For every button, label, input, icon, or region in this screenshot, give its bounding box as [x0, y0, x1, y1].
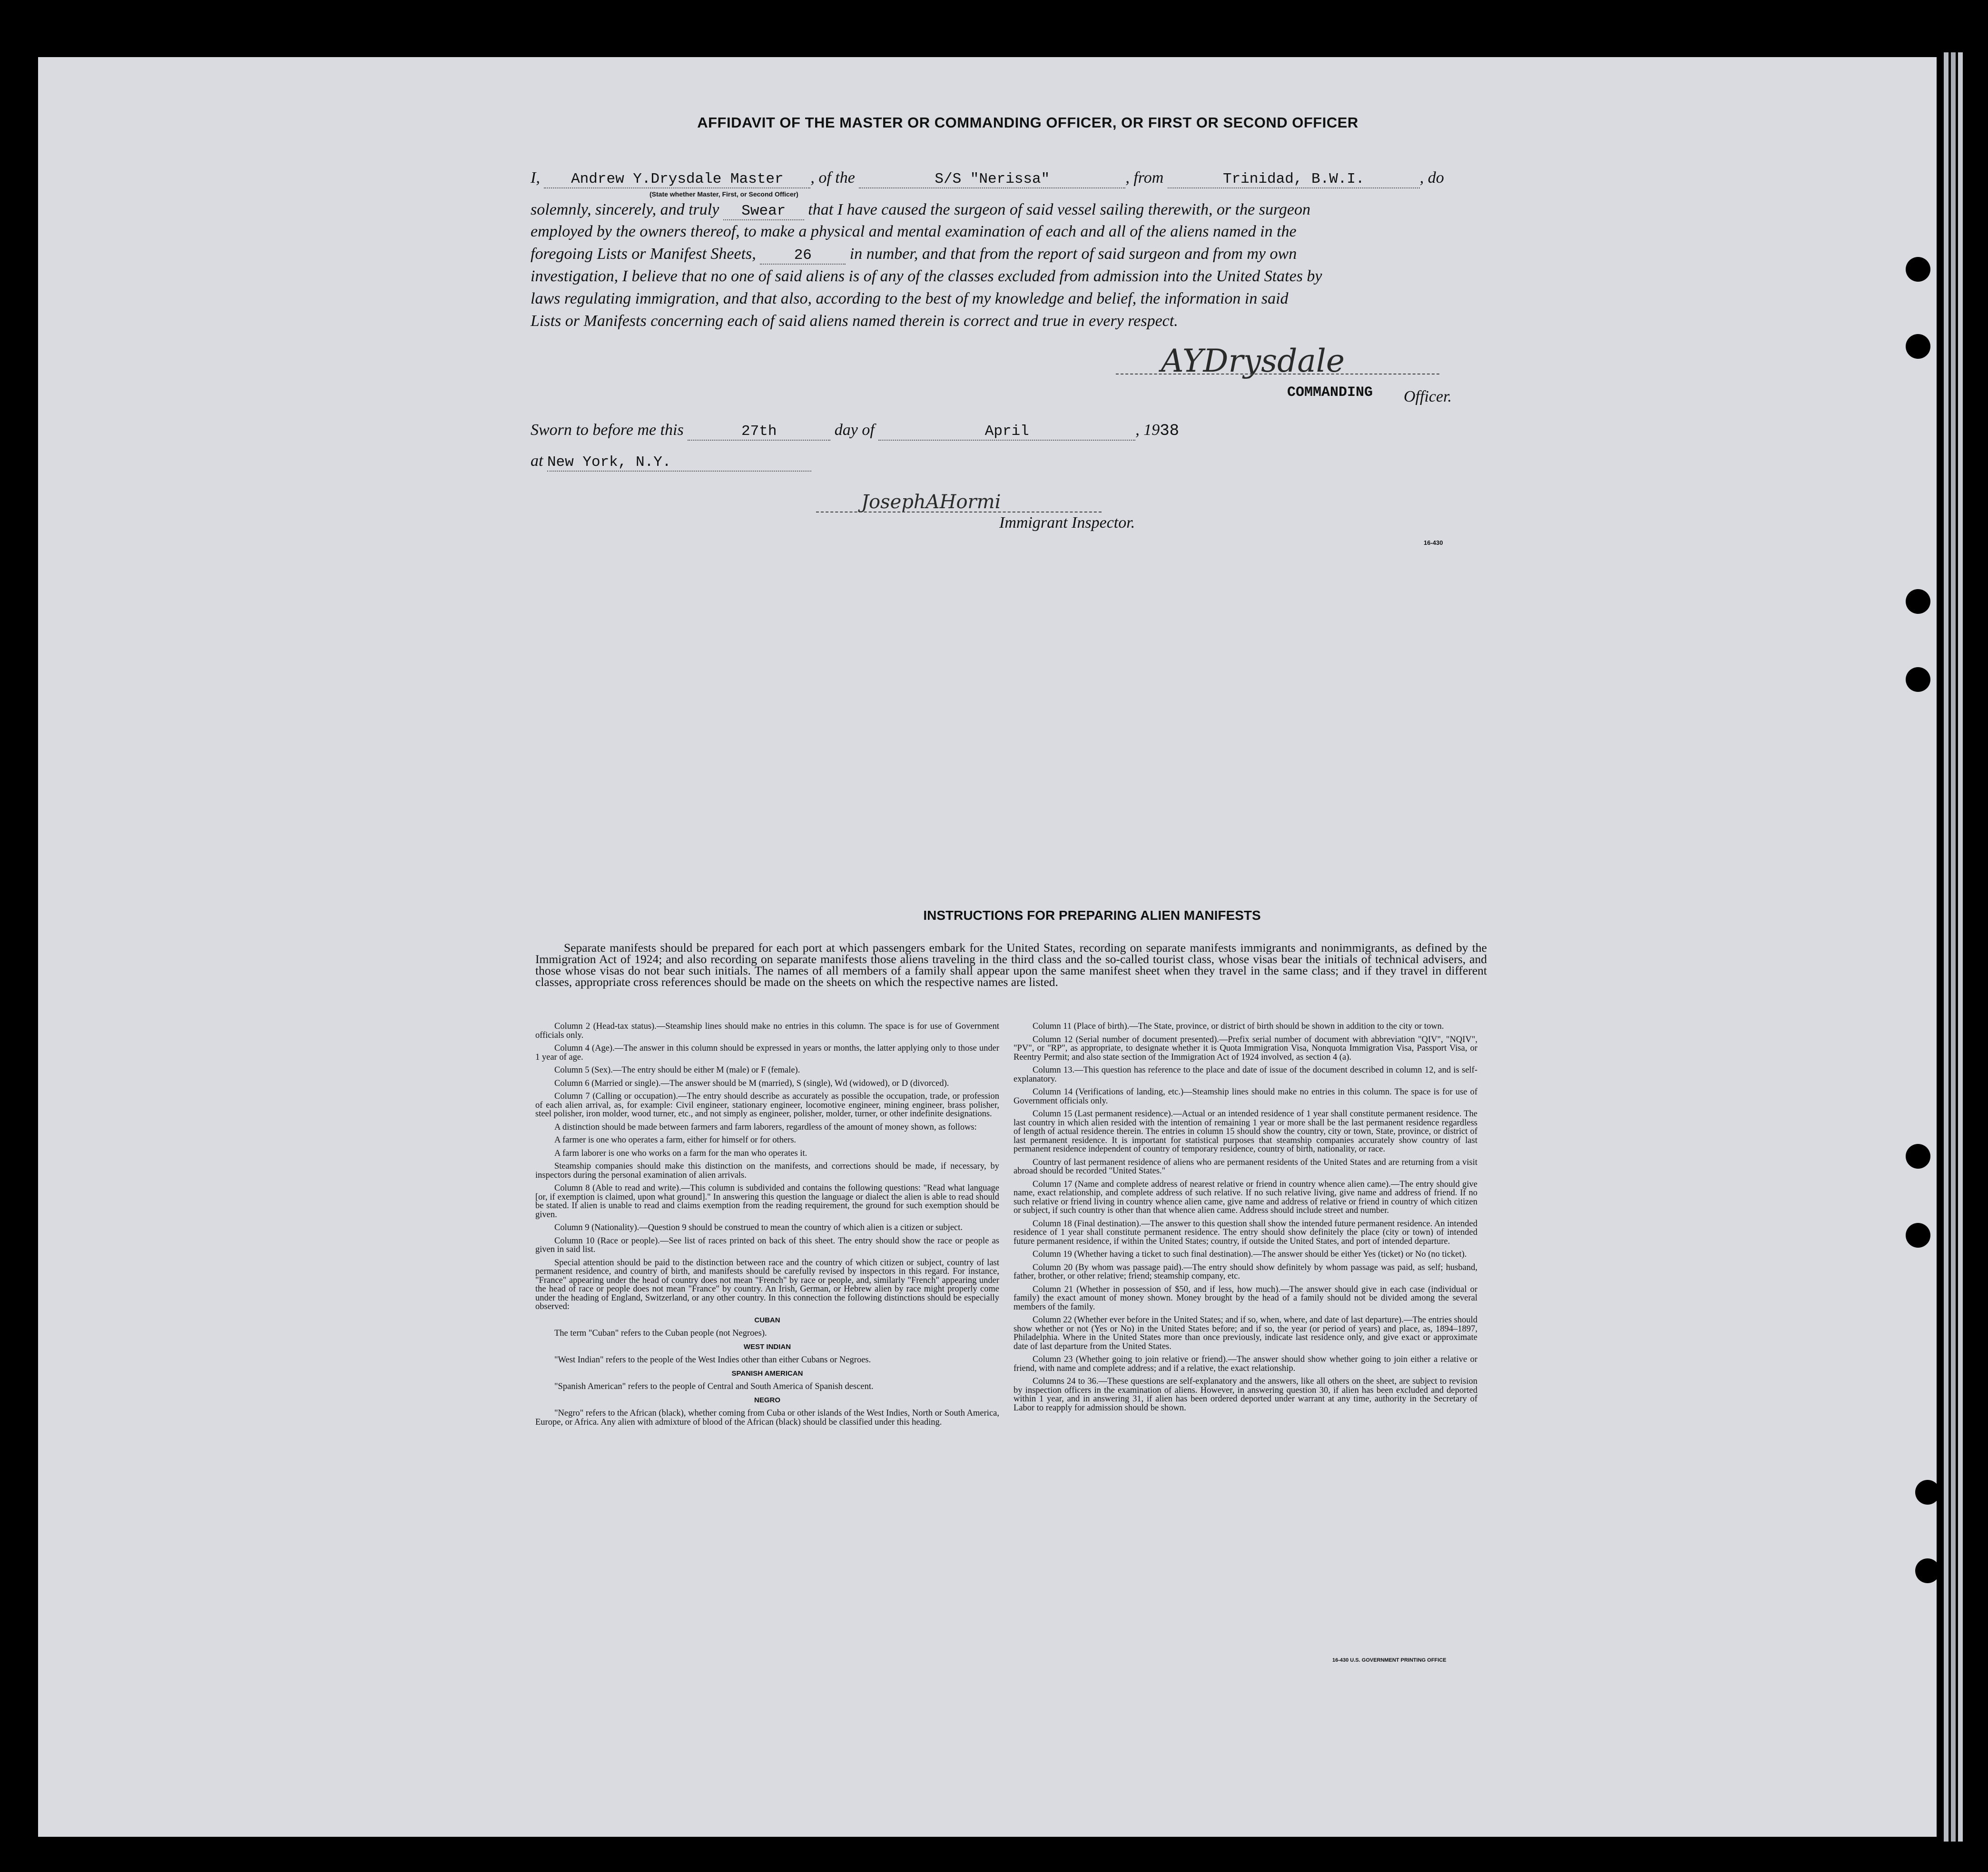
punch-hole [1906, 667, 1930, 692]
inspector-label: Immigrant Inspector. [999, 514, 1135, 532]
instructions-left-column [535, 1022, 999, 1431]
commanding-rank: COMMANDING [1287, 384, 1373, 401]
affidavit-title: AFFIDAVIT OF THE MASTER OR COMMANDING OFFICER, OR FIRST OR SECOND OFFICER [697, 114, 1358, 131]
affidavit-text: , do [1419, 169, 1444, 187]
sworn-year: 38 [1160, 422, 1180, 440]
affidavit-text: in number, and that from the report of said surgeon and from my own [849, 245, 1297, 263]
instruction-paragraph: Column 10 (Race or people).—See list of races printed on back of this sheet. The entry should show the race or people as given in said list. [535, 1236, 999, 1254]
affidavit-text: , of the [810, 169, 855, 187]
punch-hole [1906, 257, 1930, 282]
instruction-paragraph: Column 14 (Verifications of landing, etc.)—Steamship lines should make no entries in this column. The space is for use of Government officials only. [1014, 1087, 1477, 1106]
instruction-paragraph: Column 7 (Calling or occupation).—The entry should describe as accurately as possible the occupation, trade, or profession of each alien arrival, as, for example: Civil engineer, stationary engineer, locomotive engineer, mining engineer, brass polisher, steel polisher, iron molder, wood turner, etc., and not simply as engineer, polisher, molder, turner, or other indefinite designations. [535, 1092, 999, 1119]
printing-office-footer: 16-430 U.S. GOVERNMENT PRINTING OFFICE [1332, 1657, 1447, 1663]
instruction-paragraph: Column 8 (Able to read and write).—This column is subdivided and contains the following questions: "Read what language [or, if exemption is claimed, upon what ground]." In answering this question the language or dialect the alien is able to read should be stated. If alien is unable to read and claims exemption from the reading requirement, the ground for such exemption should be given. [535, 1183, 999, 1220]
punch-hole [1906, 1144, 1930, 1169]
instruction-paragraph: A farmer is one who operates a farm, either for himself or for others. [554, 1135, 797, 1145]
affidavit-line-6: laws regulating immigration, and that also, according to the best of my knowledge and belief, the information in said [531, 290, 1289, 307]
instructions-intro: Separate manifests should be prepared for each port at which passengers embark for the United States, recording on separate manifests immigrants and nonimmigrants, as defined by the Immigration Act of 1924; and also recording on separate manifests those aliens traveling in the third class and the so-called tourist class, whose visas bear the initials of technical advisers, and those whose visas do not bear such initials. The names of all members of a family shall appear upon the same manifest sheet when they travel in the same class; and if they travel in different classes, appropriate cross references should be made on the sheets on which the respective names are listed. [535, 941, 1487, 989]
affidavit-line-1 [531, 169, 1444, 188]
instruction-paragraph: A farm laborer is one who works on a farm for the man who operates it. [554, 1148, 807, 1158]
instructions-right-column [1014, 1022, 1477, 1417]
affidavit-text: at [531, 452, 543, 470]
affidavit-text: Sworn to before me this [531, 421, 684, 439]
instruction-paragraph: Column 19 (Whether having a ticket to such final destination).—The answer should be either Yes (ticket) or No (no ticket). [1033, 1250, 1467, 1259]
punch-hole [1906, 1223, 1930, 1248]
affidavit-text: day of [834, 421, 875, 439]
instruction-paragraph: Column 15 (Last permanent residence).—Actual or an intended residence of 1 year shall constitute permanent residence. The last country in which alien resided with the intention of remaining 1 year or more shall be the last permanent residence regardless of length of actual residence therein. The entries in column 15 should show the country, city or town, State, province, or district of last permanent residence. It is important for statistical purposes that steamship companies accurately show country of last permanent residence independent of country of temporary residence, country of birth, nationality, or race. [1014, 1109, 1477, 1154]
instruction-paragraph: Steamship companies should make this distinction on the manifests, and corrections should be made, if necessary, by inspectors during the personal examination of alien arrivals. [535, 1162, 999, 1180]
sworn-day: 27th [688, 423, 830, 441]
instruction-paragraph: A distinction should be made between farmers and farm laborers, regardless of the amount of money shown, as follows: [554, 1122, 977, 1132]
instruction-paragraph: Column 5 (Sex).—The entry should be either M (male) or F (female). [554, 1065, 800, 1075]
instruction-paragraph: Column 20 (By whom was passage paid).—The entry should show definitely by whom passage was paid, as self; husband, father, brother, or other relative; friend; steamship company, etc. [1014, 1262, 1477, 1281]
instruction-paragraph: Columns 24 to 36.—These questions are self-explanatory and the answers, like all others on the sheet, are subject to revision by inspection officers in the examination of aliens. However, in answering question 30, if alien has been excluded and deported within 1 year, and in answering 31, if alien has been ordered deported under warrant at any time, authority in the Secretary of Labor to reapply for admission should be shown. [1014, 1377, 1477, 1413]
sworn-month: April [878, 423, 1135, 441]
instruction-paragraph: Column 11 (Place of birth).—The State, province, or district of birth should be shown in addition to the city or town. [1033, 1022, 1444, 1031]
departure-port: Trinidad, B.W.I. [1168, 171, 1420, 188]
sworn-line [531, 421, 1179, 441]
punch-hole [1906, 334, 1930, 359]
inspector-signature: JosephAHormi [861, 491, 1001, 513]
instruction-paragraph: Column 6 (Married or single).—The answer should be M (married), S (single), Wd (widowed), or D (divorced). [554, 1078, 949, 1088]
instruction-paragraph: Column 4 (Age).—The answer in this column should be expressed in years or months, the latter applying only to those under 1 year of age. [535, 1044, 999, 1062]
section-heading-negro: NEGRO [754, 1396, 780, 1404]
vessel-name: S/S "Nerissa" [859, 171, 1125, 188]
affidavit-text: that I have caused the surgeon of said vessel sailing therewith, or the surgeon [808, 201, 1311, 218]
master-signature: AYDrysdale [1161, 343, 1345, 379]
page-edge-1 [1944, 52, 1949, 1842]
punch-hole [1906, 589, 1930, 614]
oath-type: Swear [723, 203, 804, 220]
punch-hole [1915, 1558, 1940, 1583]
instruction-paragraph: Column 22 (Whether ever before in the United States; and if so, when, where, and date of last departure).—The entries should show whether or not (Yes or No) in the United States before; and if so, the year (or period of years) and place, as, 1894–1897, Philadelphia. Where in the United States more than once previously, indicate last residence only, and give exact or approximate date of last departure from the United States. [1014, 1315, 1477, 1351]
instruction-paragraph: Column 2 (Head-tax status).—Steamship lines should make no entries in this column. The space is for use of Government officials only. [535, 1022, 999, 1040]
place-line [531, 452, 811, 472]
instruction-paragraph: Column 18 (Final destination).—The answer to this question shall show the intended future permanent residence. An intended residence of 1 year shall constitute permanent residence. The entry should show definitely the place (city or town) of intended future permanent residence, if within the United States; country, if outside the United States, and port of intended departure. [1014, 1219, 1477, 1246]
officer-label: Officer. [1404, 388, 1452, 405]
affidavit-text: foregoing Lists or Manifest Sheets, [531, 245, 756, 263]
instruction-paragraph: Special attention should be paid to the distinction between race and the country of which citizen or subject, country of last permanent residence, and country of birth, and manifests should be carefully revised by inspectors in this regard. For instance, "France" appearing under the head of country does not mean "French" by race or people, and, similarly "French" appearing under the head of race or people does not mean "France" by country. An Irish, German, or Hebrew alien by race might properly come under the heading of England, Switzerland, or any other country. In this connection the following distinctions should be especially observed: [535, 1258, 999, 1311]
affidavit-line-5: investigation, I believe that no one of said aliens is of any of the classes excluded from admission into the United States by [531, 267, 1322, 285]
instructions-title: INSTRUCTIONS FOR PREPARING ALIEN MANIFESTS [923, 908, 1261, 923]
affidavit-text: , 19 [1135, 421, 1160, 439]
section-heading-spanish-american: SPANISH AMERICAN [731, 1369, 803, 1378]
affidavit-line-2 [531, 201, 1310, 220]
sheet-count: 26 [760, 247, 846, 265]
instruction-paragraph: Column 23 (Whether going to join relative or friend).—The answer should show whether going to join either a relative or friend, with name and complete address; and if a relative, the exact relationship. [1014, 1355, 1477, 1373]
instruction-paragraph: Column 9 (Nationality).—Question 9 should be construed to mean the country of which alien is a citizen or subject. [554, 1223, 963, 1232]
master-name: Andrew Y.Drysdale Master [544, 171, 810, 188]
officer-rank-note: (State whether Master, First, or Second Officer) [650, 190, 798, 198]
instruction-paragraph: Column 12 (Serial number of document presented).—Prefix serial number of document with abbreviation "QIV", "NQIV", "PV", or "RP", as appropriate, to designate whether it is Quota Immigration Visa, Nonquota Immigration Visa, Passport Visa, or Reentry Permit; and also state section of the Immigration Act of 1924 involved, as section 4 (a). [1014, 1035, 1477, 1062]
affidavit-line-7: Lists or Manifests concerning each of said aliens named therein is correct and true in every respect. [531, 312, 1178, 330]
instruction-paragraph: "Spanish American" refers to the people of Central and South America of Spanish descent. [554, 1382, 874, 1391]
instruction-paragraph: Column 13.—This question has reference to the place and date of issue of the document described in column 12, and is self-explanatory. [1014, 1065, 1477, 1084]
section-heading-west-indian: WEST INDIAN [743, 1342, 791, 1351]
affidavit-text: , from [1125, 169, 1164, 187]
sworn-place: New York, N.Y. [547, 454, 811, 472]
instruction-paragraph: Column 21 (Whether in possession of $50, and if less, how much).—The answer should give in each case (individual or family) the exact amount of money shown. Money brought by the head of a family should not be divided among the several members of the family. [1014, 1284, 1477, 1312]
affidavit-text: I, [531, 169, 540, 187]
page-edge-3 [1958, 52, 1963, 1842]
affidavit-line-3: employed by the owners thereof, to make a physical and mental examination of each and all of the aliens named in the [531, 223, 1297, 240]
affidavit-text: solemnly, sincerely, and truly [531, 201, 719, 218]
page-edge-2 [1951, 52, 1956, 1842]
instruction-paragraph: "Negro" refers to the African (black), whether coming from Cuba or other islands of the West Indies, North or South America, Europe, or Africa. Any alien with admixture of blood of the African (black) should be classified under this heading. [535, 1409, 999, 1427]
section-heading-cuban: CUBAN [754, 1316, 780, 1324]
instruction-paragraph: The term "Cuban" refers to the Cuban people (not Negroes). [554, 1329, 767, 1338]
form-number: 16-430 [1424, 539, 1443, 546]
affidavit-line-4 [531, 245, 1297, 265]
instruction-paragraph: "West Indian" refers to the people of the West Indies other than either Cubans or Negroes. [554, 1355, 871, 1365]
punch-hole [1915, 1480, 1940, 1505]
instruction-paragraph: Column 17 (Name and complete address of nearest relative or friend in country whence alien came).—The entry should give name, exact relationship, and complete address of such relative. If no such relative living, give name and address of friend. If no such relative or friend living in country whence alien came, give name and address of relative or friend in country of which citizen or subject, if such country is other than that whence alien came. Address should include street and number. [1014, 1179, 1477, 1215]
instruction-paragraph: Country of last permanent residence of aliens who are permanent residents of the United States and are returning from a visit abroad should be recorded "United States." [1014, 1157, 1477, 1176]
